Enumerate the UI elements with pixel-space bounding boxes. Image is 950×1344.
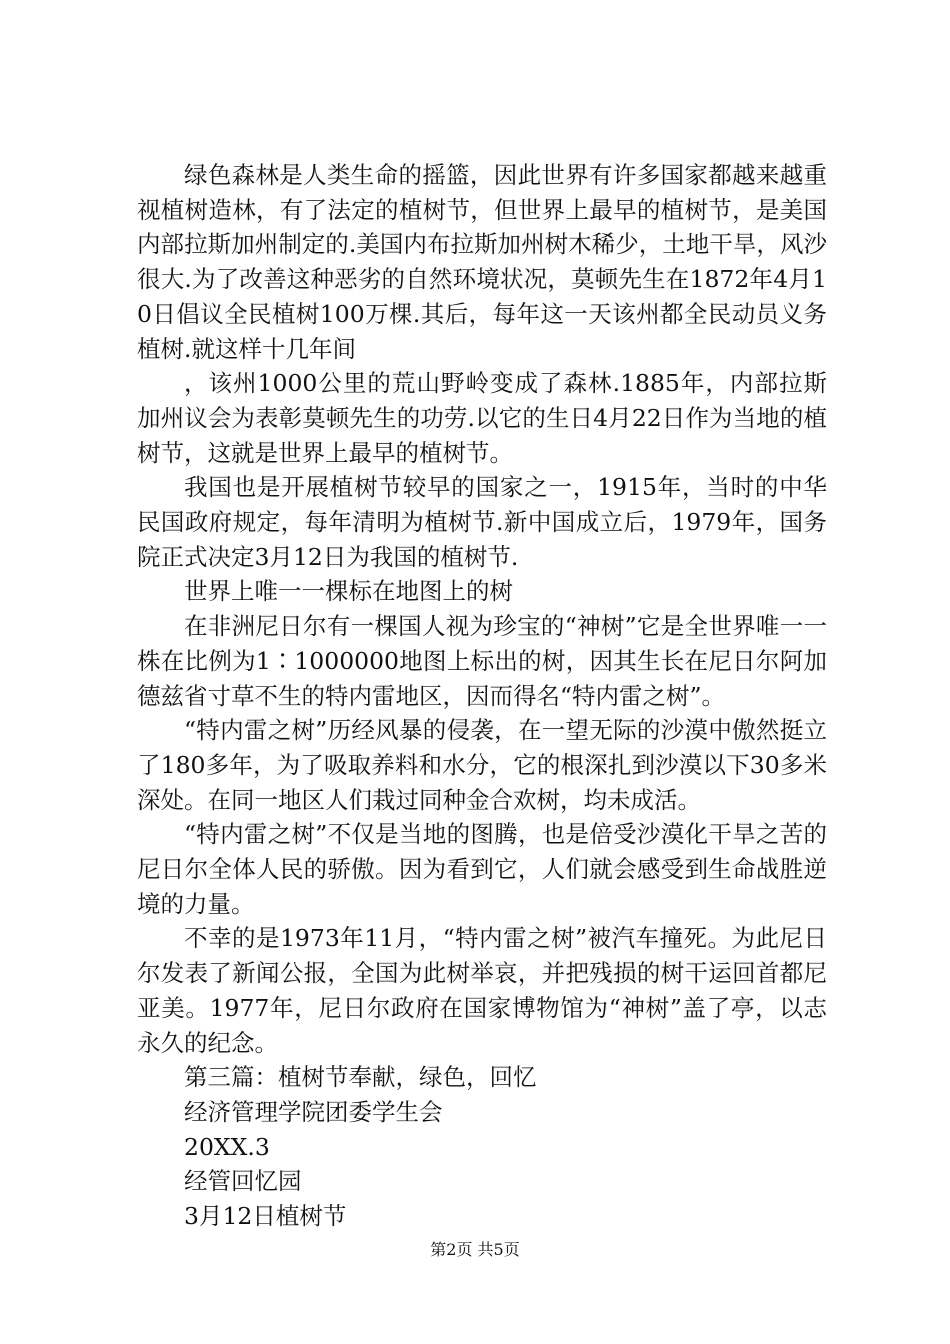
line-memory-garden: 经管回忆园	[184, 1167, 302, 1196]
line-organization: 经济管理学院团委学生会	[184, 1097, 443, 1126]
section-heading-part-three: 第三篇：植树节奉献，绿色，回忆	[184, 1063, 537, 1092]
line-date: 20XX.3	[184, 1132, 270, 1161]
paragraph-earliest-arbor-day: 绿色森林是人类生命的摇篮，因此世界有许多国家都越来越重视植树造林，有了法定的植树节，但世界上最早的植树节，是美国内部拉斯加州制定的.美国内布拉斯加州树木稀少，土地干旱，风沙很大.为了改善这种恶劣的自然环境状况，莫顿先生在1872年4月10日倡议全民植树100万棵.其后，每年这一天该州都全民动员义务植树.就这样十几年间	[137, 161, 827, 363]
paragraph-tenere-tree-survival: “特内雷之树”历经风暴的侵袭，在一望无际的沙漠中傲然挺立了180多年，为了吸取养料和水分，它的根深扎到沙漠以下30多米深处。在同一地区人们栽过同种金合欢树，均未成活。	[137, 716, 827, 814]
line-arbor-day-date: 3月12日植树节	[184, 1202, 347, 1231]
paragraph-nebraska-forest: ，该州1000公里的荒山野岭变成了森林.1885年，内部拉斯加州议会为表彰莫顿先生的功劳.以它的生日4月22日作为当地的植树节，这就是世界上最早的植树节。	[137, 369, 827, 467]
page-number-footer: 第2页 共5页	[430, 1240, 520, 1259]
paragraph-niger-sacred-tree: 在非洲尼日尔有一棵国人视为珍宝的“神树”它是全世界唯一一株在比例为1∶1000000地图上标出的树，因其生长在尼日尔阿加德兹省寸草不生的特内雷地区，因而得名“特内雷之树”。	[137, 612, 827, 710]
section-heading-tree-on-map: 世界上唯一一棵标在地图上的树	[184, 577, 513, 606]
paragraph-tenere-tree-destroyed: 不幸的是1973年11月，“特内雷之树”被汽车撞死。为此尼日尔发表了新闻公报，全国为此树举哀，并把残损的树干运回首都尼亚美。1977年，尼日尔政府在国家博物馆为“神树”盖了亭，以志永久的纪念。	[137, 924, 827, 1057]
document-body	[137, 158, 827, 1234]
paragraph-tenere-tree-totem: “特内雷之树”不仅是当地的图腾，也是倍受沙漠化干旱之苦的尼日尔全体人民的骄傲。因为看到它，人们就会感受到生命战胜逆境的力量。	[137, 820, 827, 918]
paragraph-china-arbor-day: 我国也是开展植树节较早的国家之一，1915年，当时的中华民国政府规定，每年清明为植树节.新中国成立后，1979年，国务院正式决定3月12日为我国的植树节.	[137, 473, 827, 571]
